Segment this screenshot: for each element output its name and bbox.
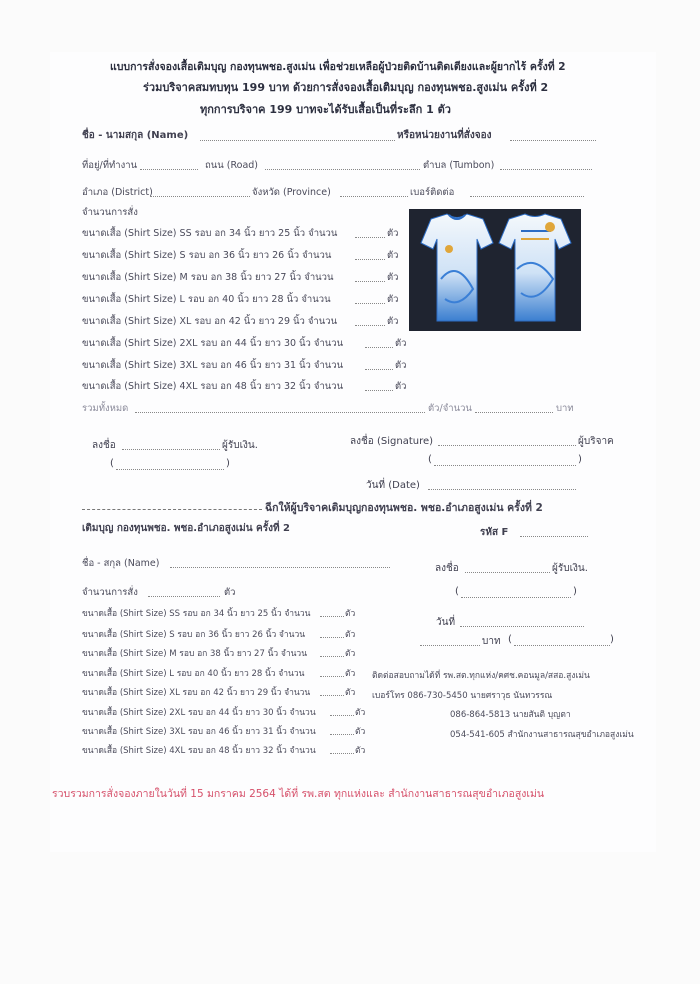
size-unit: ตัว [387,316,399,327]
district-label: อำเภอ (District) [82,187,153,198]
size-qty-line[interactable] [355,259,385,260]
header-line-3: ทุกการบริจาค 199 บาทจะได้รับเสื้อเป็นที่ระลึก 1 ตัว [200,103,451,116]
size-row-text: ขนาดเสื้อ (Shirt Size) M รอบ อก 38 นิ้ว ยาว 27 นิ้ว จำนวน [82,272,334,283]
date-label: วันที่ (Date) [366,480,420,491]
phone-line[interactable] [470,196,584,197]
stub-baht-paren-close: ) [610,634,614,645]
stub-sign-line[interactable] [465,572,550,573]
stub-sign-label: ลงชื่อ [435,563,459,574]
stub-size-qty-line[interactable] [320,616,344,617]
size-row-text: ขนาดเสื้อ (Shirt Size) S รอบ อก 36 นิ้ว ยาว 26 นิ้ว จำนวน [82,250,332,261]
stub-size-row-text: ขนาดเสื้อ (Shirt Size) SS รอบ อก 34 นิ้ว ยาว 25 นิ้ว จำนวน [82,609,311,619]
size-row-text: ขนาดเสื้อ (Shirt Size) XL รอบ อก 42 นิ้ว ยาว 29 นิ้ว จำนวน [82,316,338,327]
sign-left-label: ลงชื่อ [92,440,116,451]
total-unit-2: บาท [556,403,574,414]
stub-size-row-text: ขนาดเสื้อ (Shirt Size) 4XL รอบ อก 48 นิ้ว ยาว 32 นิ้ว จำนวน [82,746,316,756]
stub-size-qty-line[interactable] [330,734,354,735]
district-line[interactable] [150,196,250,197]
stub-size-unit: ตัว [345,609,356,619]
stub-name-label: ชื่อ - สกุล (Name) [82,558,160,569]
header-line-2: ร่วมบริจาคสมทบทุน 199 บาท ด้วยการสั่งจองเสื้อเติมบุญ กองทุนพชอ.สูงเม่น ครั้งที่ 2 [143,81,549,94]
size-qty-line[interactable] [355,325,385,326]
sign-right-label: ลงชื่อ (Signature) [350,436,434,447]
cut-line-text: ฉีกให้ผู้บริจาคเติมบุญกองทุนพชอ. พชอ.อำเภอสูงเม่น ครั้งที่ 2 [265,502,543,514]
stub-size-unit: ตัว [345,649,356,659]
stub-size-unit: ตัว [355,746,366,756]
size-qty-line[interactable] [355,303,385,304]
total-label: รวมทั้งหมด [82,403,129,414]
stub-size-row-text: ขนาดเสื้อ (Shirt Size) 2XL รอบ อก 44 นิ้ว ยาว 30 นิ้ว จำนวน [82,708,316,718]
stub-size-unit: ตัว [345,688,356,698]
stub-baht-line[interactable] [420,645,480,646]
size-unit: ตัว [387,250,399,261]
size-unit: ตัว [387,294,399,305]
stub-size-row-text: ขนาดเสื้อ (Shirt Size) 3XL รอบ อก 46 นิ้ว ยาว 31 นิ้ว จำนวน [82,727,316,737]
province-line[interactable] [340,196,408,197]
contact-line-1: เบอร์โทร 086-730-5450 นายศราวุธ นันทวรรณ [372,691,553,701]
footer-note: รวบรวมการสั่งจองภายในวันที่ 15 มกราคม 2564 ได้ที่ รพ.สต ทุกแห่งและ สำนักงานสาธารณสุขอำเภอสูงเม่น [52,788,545,800]
stub-size-qty-line[interactable] [330,715,354,716]
stub-size-row-text: ขนาดเสื้อ (Shirt Size) L รอบ อก 40 นิ้ว ยาว 28 นิ้ว จำนวน [82,669,305,679]
road-label: ถนน (Road) [205,160,259,171]
phone-label: เบอร์ติดต่อ [410,187,455,198]
stub-paren-open: ( [455,586,459,597]
contact-line-2: 086-864-5813 นายสันติ บุญตา [450,710,571,720]
tumbon-label: ตำบล (Tumbon) [423,160,495,171]
stub-size-qty-line[interactable] [320,656,344,657]
sign-right-line[interactable] [438,445,576,446]
contact-line-3: 054-541-605 สำนักงานสาธารณสุขอำเภอสูงเม่น [450,730,634,740]
stub-receiver-label: ผู้รับเงิน. [552,563,588,574]
stub-size-qty-line[interactable] [330,753,354,754]
sign-left-paren-close: ) [226,458,230,469]
stub-name-line[interactable] [170,567,390,568]
size-qty-line[interactable] [365,369,393,370]
header-line-1: แบบการสั่งจองเสื้อเติมบุญ กองทุนพชอ.สูงเม่น เพื่อช่วยเหลือผู้ป่วยติดบ้านติดเตียงและผู้ยากไร้ ครั้งที่ 2 [110,61,566,73]
stub-size-unit: ตัว [345,630,356,640]
receiver-label: ผู้รับเงิน. [222,440,258,451]
date-line[interactable] [428,489,576,490]
stub-size-qty-line[interactable] [320,695,344,696]
sign-left-name-line[interactable] [116,469,224,470]
contact-title: ติดต่อสอบถามได้ที่ รพ.สต.ทุกแห่ง/คศช.คอนมูล/สสอ.สูงเม่น [372,671,590,681]
size-unit: ตัว [395,338,407,349]
size-unit: ตัว [387,272,399,283]
total-baht-line[interactable] [475,412,553,413]
sign-left-line[interactable] [122,449,220,450]
stub-size-row-text: ขนาดเสื้อ (Shirt Size) M รอบ อก 38 นิ้ว ยาว 27 นิ้ว จำนวน [82,649,308,659]
road-line[interactable] [265,169,420,170]
size-unit: ตัว [395,381,407,392]
stub-qty-line[interactable] [148,596,220,597]
stub-size-unit: ตัว [355,708,366,718]
stub-baht-words-line[interactable] [514,645,610,646]
size-row-text: ขนาดเสื้อ (Shirt Size) 4XL รอบ อก 48 นิ้ว ยาว 32 นิ้ว จำนวน [82,381,344,392]
stub-size-unit: ตัว [345,669,356,679]
stub-date-label: วันที่ [436,617,456,628]
org-label: หรือหน่วยงานที่สั่งจอง [397,130,492,141]
stub-size-qty-line[interactable] [320,637,344,638]
size-qty-line[interactable] [355,237,385,238]
name-label: ชื่อ - นามสกุล (Name) [82,130,189,141]
stub-baht-paren-open: ( [508,634,512,645]
size-qty-line[interactable] [355,281,385,282]
size-row-text: ขนาดเสื้อ (Shirt Size) L รอบ อก 40 นิ้ว ยาว 28 นิ้ว จำนวน [82,294,331,305]
sign-right-paren-close: ) [578,454,582,465]
stub-paren-close: ) [573,586,577,597]
size-unit: ตัว [395,360,407,371]
stub-sign-name-line[interactable] [461,597,571,598]
qty-label: จำนวนการสั่ง [82,207,138,218]
stub-size-unit: ตัว [355,727,366,737]
tshirt-image-icon [409,209,581,331]
size-row-text: ขนาดเสื้อ (Shirt Size) 2XL รอบ อก 44 นิ้ว ยาว 30 นิ้ว จำนวน [82,338,344,349]
stub-code-line[interactable] [520,536,588,537]
address-line[interactable] [140,169,198,170]
size-row-text: ขนาดเสื้อ (Shirt Size) 3XL รอบ อก 46 นิ้ว ยาว 31 นิ้ว จำนวน [82,360,344,371]
stub-baht-label: บาท [482,636,501,647]
sign-left-paren-open: ( [110,458,114,469]
size-qty-line[interactable] [365,347,393,348]
size-row-text: ขนาดเสื้อ (Shirt Size) SS รอบ อก 34 นิ้ว ยาว 25 นิ้ว จำนวน [82,228,338,239]
size-unit: ตัว [387,228,399,239]
province-label: จังหวัด (Province) [252,187,331,198]
stub-size-row-text: ขนาดเสื้อ (Shirt Size) S รอบ อก 36 นิ้ว ยาว 26 นิ้ว จำนวน [82,630,306,640]
size-qty-line[interactable] [365,390,393,391]
name-line[interactable] [200,140,395,141]
stub-size-qty-line[interactable] [320,676,344,677]
cut-line-dashes [82,509,262,510]
tshirt-photo [409,209,581,331]
tumbon-line[interactable] [500,169,592,170]
stub-date-line[interactable] [460,626,584,627]
stub-code-label: รหัส F [480,527,509,538]
total-line[interactable] [135,412,425,413]
sign-right-name-line[interactable] [434,465,576,466]
stub-title: เติมบุญ กองทุนพชอ. พชอ.อำเภอสูงเม่น ครั้งที่ 2 [82,523,290,534]
total-unit-1: ตัว/จำนวน [428,403,472,414]
org-line[interactable] [510,140,596,141]
address-label: ที่อยู่/ที่ทำงาน [82,160,138,171]
stub-size-row-text: ขนาดเสื้อ (Shirt Size) XL รอบ อก 42 นิ้ว ยาว 29 นิ้ว จำนวน [82,688,311,698]
stub-qty-unit: ตัว [224,587,236,598]
sign-right-paren-open: ( [428,454,432,465]
stub-qty-label: จำนวนการสั่ง [82,587,138,598]
donor-label: ผู้บริจาค [578,436,614,447]
